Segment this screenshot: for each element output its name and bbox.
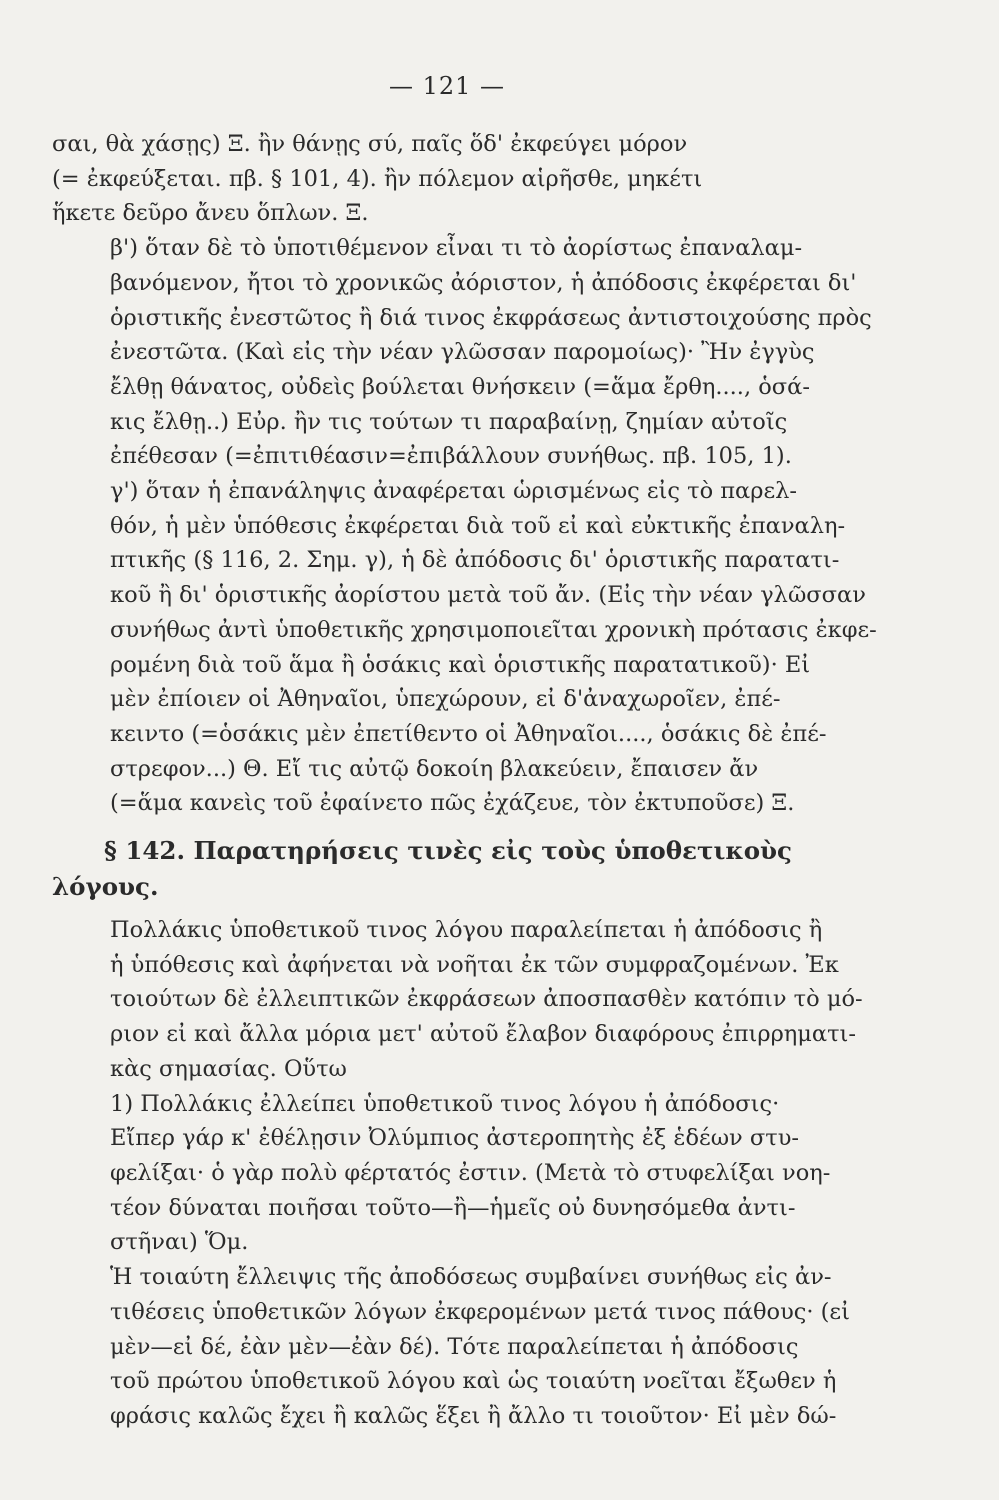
text-line: τοιούτων δὲ ἐλλειπτικῶν ἐκφράσεων ἀποσπασθὲν κατόπιν τὸ μό- bbox=[110, 986, 863, 1013]
text-line: στῆναι) Ὅμ. bbox=[110, 1229, 249, 1256]
text-line: στρεφον...) Θ. Εἴ τις αὐτῷ δοκοίη βλακεύειν, ἔπαισεν ἄν bbox=[110, 755, 759, 782]
text-line: βανόμενον, ἤτοι τὸ χρονικῶς ἀόριστον, ἡ ἀπόδοσις ἐκφέρεται δι' bbox=[110, 269, 857, 296]
text-line: κοῦ ἢ δι' ὁριστικῆς ἀορίστου μετὰ τοῦ ἄν. (Εἰς τὴν νέαν γλῶσσαν bbox=[110, 582, 866, 609]
text-line: ριον εἰ καὶ ἄλλα μόρια μετ' αὐτοῦ ἔλαβον διαφόρους ἐπιρρηματι- bbox=[110, 1021, 856, 1048]
text-line: 1) Πολλάκις ἐλλείπει ὑποθετικοῦ τινος λόγου ἡ ἀπόδοσις· bbox=[110, 1090, 780, 1117]
paragraph-group-before bbox=[52, 127, 877, 821]
text-line: Πολλάκις ὑποθετικοῦ τινος λόγου παραλείπεται ἡ ἀπόδοσις ἢ bbox=[110, 917, 823, 944]
text-line: τιθέσεις ὑποθετικῶν λόγων ἐκφερομένων μετά τινος πάθους· (εἰ bbox=[110, 1298, 850, 1325]
text-line: τοῦ πρώτου ὑποθετικοῦ λόγου καὶ ὡς τοιαύτη νοεῖται ἔξωθεν ἡ bbox=[110, 1368, 837, 1395]
page-number: — 121 — bbox=[388, 72, 506, 100]
section-heading: § 142. Παρατηρήσεις τινὲς εἰς τοὺς ὑποθετικοὺς λόγους. bbox=[52, 836, 792, 902]
text-line: Εἴπερ γάρ κ' ἐθέλῃσιν Ὀλύμπιος ἀστεροπητὴς ἐξ ἑδέων στυ- bbox=[110, 1125, 799, 1152]
body-text bbox=[52, 127, 877, 1434]
text-line: (= ἐκφεύξεται. πβ. § 101, 4). ἢν πόλεμον αἱρῆσθε, μηκέτι bbox=[52, 165, 703, 192]
text-line: κειντο (=ὁσάκις μὲν ἐπετίθεντο οἱ Ἀθηναῖοι...., ὁσάκις δὲ ἐπέ- bbox=[110, 720, 827, 747]
paragraph-p6 bbox=[52, 1260, 850, 1434]
text-line: ἡ ὑπόθεσις καὶ ἀφήνεται νὰ νοῆται ἐκ τῶν συμφραζομένων. Ἐκ bbox=[110, 951, 839, 978]
text-line: (=ἅμα κανεὶς τοῦ ἐφαίνετο πῶς ἐχάζευε, τὸν ἐκτυποῦσε) Ξ. bbox=[110, 790, 795, 817]
book-page bbox=[52, 0, 877, 1500]
text-line: γ') ὅταν ἡ ἐπανάληψις ἀναφέρεται ὡρισμένως εἰς τὸ παρελ- bbox=[110, 478, 797, 505]
paragraph-p1 bbox=[52, 127, 832, 231]
text-line: μὲν—εἰ δέ, ἐὰν μὲν—ἐὰν δέ). Τότε παραλείπεται ἡ ἀπόδοσις bbox=[110, 1333, 799, 1360]
text-line: τέον δύναται ποιῆσαι τοῦτο—ἢ—ἡμεῖς οὐ δυνησόμεθα ἀντι- bbox=[110, 1194, 796, 1221]
paragraph-group-after bbox=[52, 913, 863, 1434]
paragraph-p4 bbox=[52, 913, 863, 1087]
text-line: ἐπέθεσαν (=ἐπιτιθέασιν=ἐπιβάλλουν συνήθως. πβ. 105, 1). bbox=[110, 443, 792, 470]
text-line: ἔλθῃ θάνατος, οὐδεὶς βούλεται θνήσκειν (=ἅμα ἔρθη...., ὁσά- bbox=[110, 373, 810, 400]
text-line: κὰς σημασίας. Οὕτω bbox=[110, 1055, 347, 1082]
text-line: ὁριστικῆς ἐνεστῶτος ἢ διά τινος ἐκφράσεως ἀντιστοιχούσης πρὸς bbox=[110, 304, 872, 331]
text-line: φελίξαι· ὁ γὰρ πολὺ φέρτατός ἐστιν. (Μετὰ τὸ στυφελίξαι νοη- bbox=[110, 1159, 831, 1186]
text-line: ἐνεστῶτα. (Καὶ εἰς τὴν νέαν γλῶσσαν παρομοίως)· Ἢν ἐγγὺς bbox=[110, 339, 815, 366]
text-line: Ἡ τοιαύτη ἔλλειψις τῆς ἀποδόσεως συμβαίνει συνήθως εἰς ἀν- bbox=[110, 1264, 832, 1291]
text-line: ἥκετε δεῦρο ἄνευ ὅπλων. Ξ. bbox=[52, 200, 369, 227]
paragraph-p3 bbox=[52, 474, 877, 821]
text-line: σαι, θὰ χάσῃς) Ξ. ἢν θάνῃς σύ, παῖς ὅδ' ἐκφεύγει μόρον bbox=[52, 131, 688, 157]
paragraph-p2 bbox=[52, 231, 872, 474]
text-line: β') ὅταν δὲ τὸ ὑποτιθέμενον εἶναι τι τὸ ἀορίστως ἐπαναλαμ- bbox=[110, 235, 803, 262]
text-line: μὲν ἐπίοιεν οἱ Ἀθηναῖοι, ὑπεχώρουν, εἰ δ'ἀναχωροῖεν, ἐπέ- bbox=[110, 686, 781, 713]
text-line: συνήθως ἀντὶ ὑποθετικῆς χρησιμοποιεῖται χρονικὴ πρότασις ἐκφε- bbox=[110, 616, 877, 643]
text-line: θόν, ἡ μὲν ὑπόθεσις ἐκφέρεται διὰ τοῦ εἰ καὶ εὐκτικῆς ἐπαναλη- bbox=[110, 512, 846, 539]
text-line: ρομένη διὰ τοῦ ἅμα ἢ ὁσάκις καὶ ὁριστικῆς παρατατικοῦ)· Εἰ bbox=[110, 651, 811, 678]
text-line: πτικῆς (§ 116, 2. Σημ. γ), ἡ δὲ ἀπόδοσις δι' ὁριστικῆς παρατατι- bbox=[110, 547, 840, 574]
text-line: φράσις καλῶς ἔχει ἢ καλῶς ἕξει ἢ ἄλλο τι τοιοῦτον· Εἰ μὲν δώ- bbox=[110, 1402, 837, 1429]
paragraph-p5 bbox=[52, 1087, 832, 1261]
text-line: κις ἔλθῃ..) Εὐρ. ἢν τις τούτων τι παραβαίνῃ, ζημίαν αὐτοῖς bbox=[110, 408, 788, 435]
